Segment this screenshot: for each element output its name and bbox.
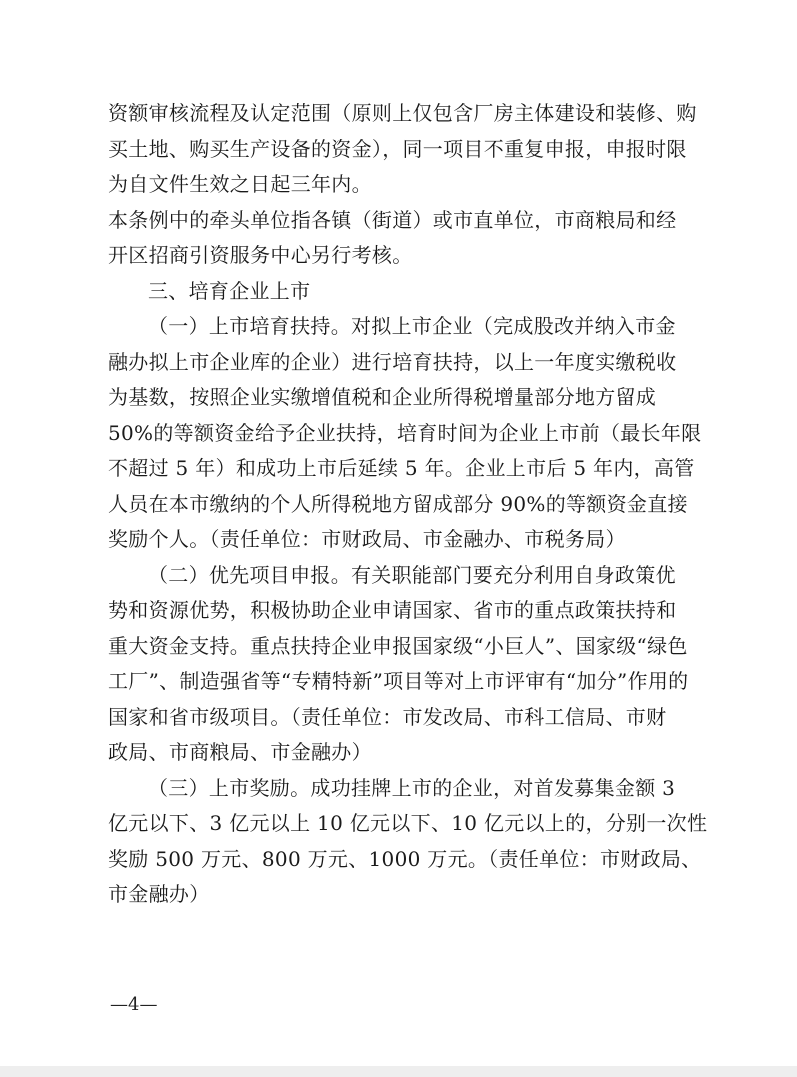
text-line: 为自文件生效之日起三年内。 — [108, 172, 372, 196]
text-line: 50%的等额资金给予企业扶持，培育时间为企业上市前（最长年限 — [108, 420, 702, 445]
section-heading-text: 三、培育企业上市 — [148, 278, 311, 303]
text-line: 融办拟上市企业库的企业）进行培育扶持，以上一年度实缴税收 — [108, 349, 677, 374]
body-text — [108, 96, 708, 913]
paragraph-continuation — [108, 96, 708, 203]
text-line: 本条例中的牵头单位指各镇（街道）或市直单位，市商粮局和经 — [108, 207, 677, 232]
text-line: 政局、市商粮局、市金融办） — [108, 740, 372, 764]
page-number: —4— — [110, 994, 158, 1015]
text-line: 工厂”、制造强省等“专精特新”项目等对上市评审有“加分”作用的 — [108, 669, 689, 693]
text-line: 资额审核流程及认定范围（原则上仅包含厂房主体建设和装修、购 — [108, 101, 697, 125]
text-line: 人员在本市缴纳的个人所得税地方留成部分 90%的等额资金直接 — [108, 491, 688, 516]
text-line: 为基数，按照企业实缴增值税和企业所得税增量部分地方留成 — [108, 385, 657, 409]
text-line: （一）上市培育扶持。对拟上市企业（完成股改并纳入市金 — [148, 314, 676, 338]
text-line: 市金融办） — [108, 882, 210, 906]
paragraph-priority-projects — [108, 558, 708, 771]
paragraph-listing-reward — [108, 771, 708, 913]
section-heading — [108, 274, 708, 310]
text-line: （二）优先项目申报。有关职能部门要充分利用自身政策优 — [148, 562, 676, 587]
paragraph-lead-unit-note — [108, 203, 708, 274]
text-line: 不超过 5 年）和成功上市后延续 5 年。企业上市后 5 年内，高管 — [108, 456, 695, 480]
text-line: 势和资源优势，积极协助企业申请国家、省市的重点政策扶持和 — [108, 598, 677, 622]
text-line: 重大资金支持。重点扶持企业申报国家级“小巨人”、国家级“绿色 — [108, 633, 688, 658]
text-line: （三）上市奖励。成功挂牌上市的企业，对首发募集金额 3 — [148, 775, 676, 800]
text-line: 开区招商引资服务中心另行考核。 — [108, 243, 413, 267]
page-edge-shadow — [0, 1066, 797, 1077]
text-line: 国家和省市级项目。（责任单位：市发改局、市科工信局、市财 — [108, 704, 667, 729]
text-line: 买土地、购买生产设备的资金），同一项目不重复申报，申报时限 — [108, 136, 687, 161]
text-line: 奖励个人。（责任单位：市财政局、市金融办、市税务局） — [108, 527, 626, 551]
text-line: 亿元以下、3 亿元以上 10 亿元以下、10 亿元以上的，分别一次性 — [108, 811, 708, 835]
paragraph-listing-support — [108, 309, 708, 558]
text-line: 奖励 500 万元、800 万元、1000 万元。（责任单位：市财政局、 — [108, 846, 702, 871]
